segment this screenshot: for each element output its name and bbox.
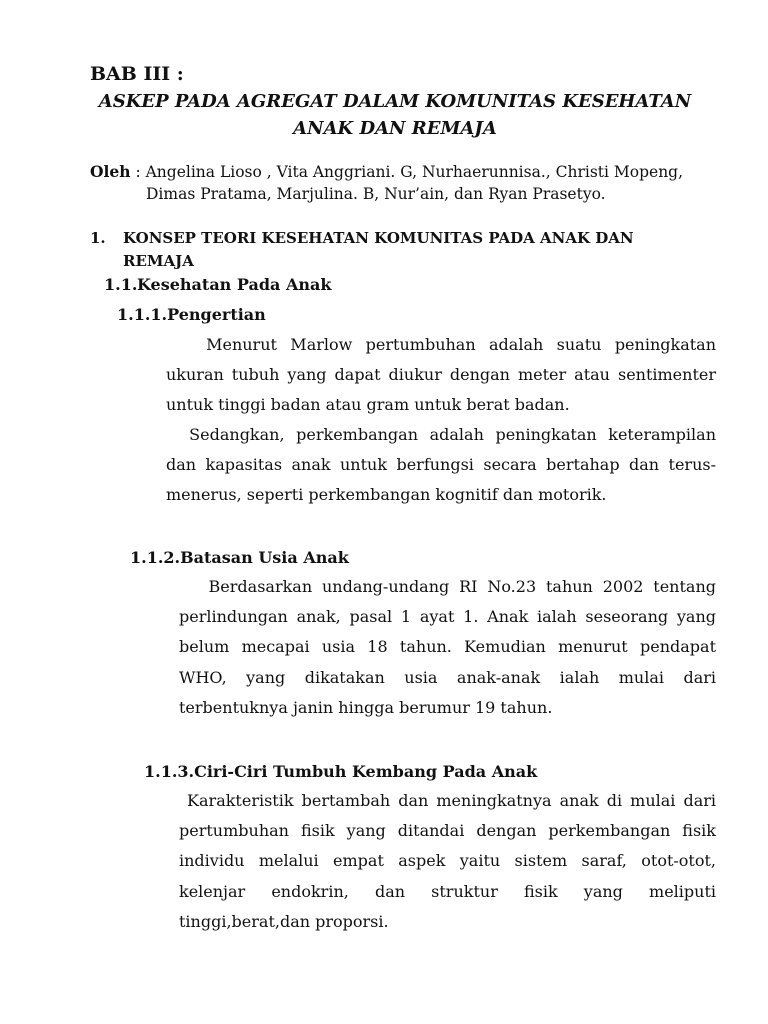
paragraph-line: WHO, yang dikatakan usia anak-anak ialah mulai dari xyxy=(179,667,716,687)
authors-line-1 xyxy=(90,162,683,181)
section-1-1-3-title: Ciri-Ciri Tumbuh Kembang Pada Anak xyxy=(194,762,538,781)
chapter-title-line-1: ASKEP PADA AGREGAT DALAM KOMUNITAS KESEHATAN xyxy=(98,91,692,112)
section-1-1-2-heading xyxy=(130,548,349,567)
paragraph-line: terbentuknya janin hingga berumur 19 tahun. xyxy=(179,697,553,717)
paragraph-line: menerus, seperti perkembangan kognitif dan motorik. xyxy=(166,485,607,505)
chapter-label: BAB III : xyxy=(90,63,184,85)
paragraph-line: pertumbuhan fisik yang ditandai dengan perkembangan fisik xyxy=(179,821,716,841)
section-1-1-1-title: Pengertian xyxy=(167,305,266,324)
paragraph-line: Sedangkan, perkembangan adalah peningkatan keterampilan xyxy=(166,425,716,444)
section-1-1-3-number: 1.1.3. xyxy=(144,762,195,781)
section-1-title-line-1: KONSEP TEORI KESEHATAN KOMUNITAS PADA ANAK DAN xyxy=(123,229,634,247)
batasan-usia-paragraph xyxy=(179,572,716,723)
section-1-1-title: Kesehatan Pada Anak xyxy=(137,275,332,294)
section-1-number: 1. xyxy=(90,229,106,247)
ciri-tumbuh-kembang-paragraph xyxy=(179,786,716,937)
paragraph-line: belum mecapai usia 18 tahun. Kemudian menurut pendapat xyxy=(179,637,716,657)
paragraph-line: individu melalui empat aspek yaitu sistem saraf, otot-otot, xyxy=(179,851,716,871)
paragraph-line: perlindungan anak, pasal 1 ayat 1. Anak ialah seseorang yang xyxy=(179,607,716,627)
section-1-1-heading xyxy=(104,275,331,294)
paragraph-line: Menurut Marlow pertumbuhan adalah suatu peningkatan xyxy=(166,335,716,354)
paragraph-line: tinggi,berat,dan proporsi. xyxy=(179,911,389,931)
pengertian-paragraph-2 xyxy=(166,420,716,511)
authors-prefix: Oleh xyxy=(90,162,131,181)
authors-line-2: Dimas Pratama, Marjulina. B, Nur’ain, dan Ryan Prasetyo. xyxy=(146,185,606,203)
paragraph-line: Karakteristik bertambah dan meningkatnya anak di mulai dari xyxy=(179,791,716,810)
paragraph-line: kelenjar endokrin, dan struktur fisik yang meliputi xyxy=(179,881,716,901)
section-1-1-1-heading xyxy=(117,305,266,324)
section-1-1-2-number: 1.1.2. xyxy=(130,548,181,567)
section-1-1-1-number: 1.1.1. xyxy=(117,305,168,324)
section-1-title-line-2: REMAJA xyxy=(123,252,194,270)
paragraph-line: Berdasarkan undang-undang RI No.23 tahun 2002 tentang xyxy=(179,577,716,596)
paragraph-line: dan kapasitas anak untuk berfungsi secara bertahap dan terus- xyxy=(166,455,716,475)
section-1-1-2-title: Batasan Usia Anak xyxy=(180,548,349,567)
authors-names-1: : Angelina Lioso , Vita Anggriani. G, Nurhaerunnisa., Christi Mopeng, xyxy=(130,163,684,181)
section-1-1-number: 1.1. xyxy=(104,275,138,294)
section-1-1-3-heading xyxy=(144,762,537,781)
chapter-title-line-2: ANAK DAN REMAJA xyxy=(293,118,497,139)
pengertian-paragraph-1 xyxy=(166,330,716,421)
paragraph-line: ukuran tubuh yang dapat diukur dengan meter atau sentimenter xyxy=(166,365,716,385)
paragraph-line: untuk tinggi badan atau gram untuk berat badan. xyxy=(166,395,570,415)
